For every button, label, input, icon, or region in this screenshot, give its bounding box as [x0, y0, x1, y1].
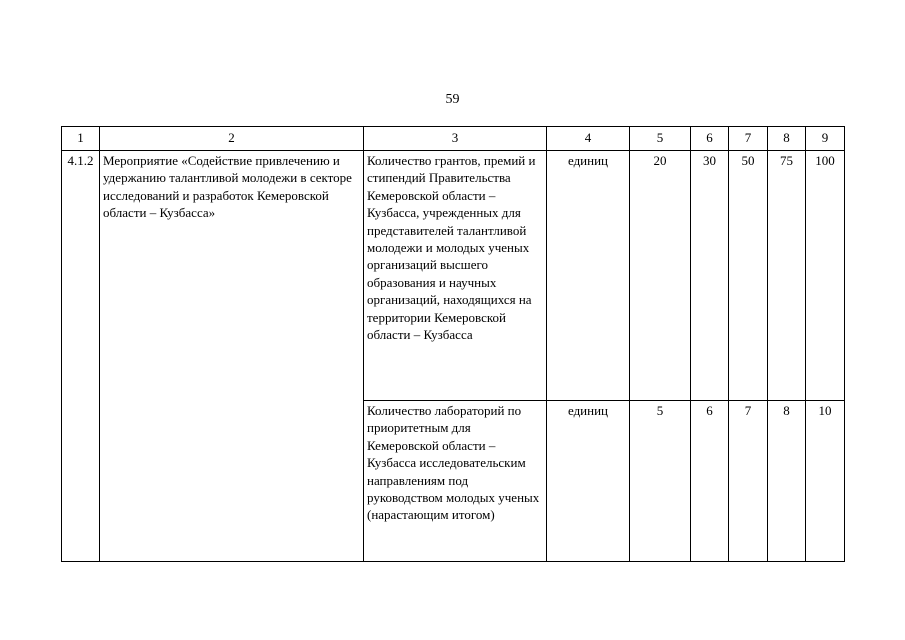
indicator-unit-cell: единиц: [547, 401, 630, 562]
page-number: 59: [445, 92, 460, 107]
header-cell-col6: 6: [691, 127, 729, 151]
indicator-value-cell: 30: [691, 151, 729, 401]
indicator-value-cell: 20: [630, 151, 691, 401]
header-cell-col2: 2: [100, 127, 364, 151]
header-cell-col9: 9: [806, 127, 845, 151]
event-code-cell: 4.1.2: [62, 151, 100, 562]
event-name-cell: Мероприятие «Содействие привлечению и удержанию талантливой молодежи в секторе исследований и разработок Кемеровской области – Кузбасса»: [100, 151, 364, 562]
indicators-table: [61, 126, 845, 562]
table-row: [62, 151, 845, 401]
indicator-value-cell: 75: [768, 151, 806, 401]
indicator-unit-cell: единиц: [547, 151, 630, 401]
indicator-name-cell: Количество грантов, премий и стипендий Правительства Кемеровской области – Кузбасса, учрежденных для представителей талантливой молодежи и молодых ученых организаций высшего образования и научных организаций, находящихся на территории Кемеровской области – Кузбасса: [364, 151, 547, 401]
indicator-value-cell: 50: [729, 151, 768, 401]
indicator-value-cell: 8: [768, 401, 806, 562]
header-cell-col8: 8: [768, 127, 806, 151]
indicator-name-cell: Количество лабораторий по приоритетным для Кемеровской области – Кузбасса исследовательским направлениям под руководством молодых ученых (нарастающим итогом): [364, 401, 547, 562]
indicator-value-cell: 5: [630, 401, 691, 562]
indicator-value-cell: 10: [806, 401, 845, 562]
header-cell-col4: 4: [547, 127, 630, 151]
table-header-row: [62, 127, 845, 151]
header-cell-col5: 5: [630, 127, 691, 151]
indicator-value-cell: 7: [729, 401, 768, 562]
header-cell-col1: 1: [62, 127, 100, 151]
header-cell-col7: 7: [729, 127, 768, 151]
indicator-value-cell: 100: [806, 151, 845, 401]
indicator-value-cell: 6: [691, 401, 729, 562]
header-cell-col3: 3: [364, 127, 547, 151]
